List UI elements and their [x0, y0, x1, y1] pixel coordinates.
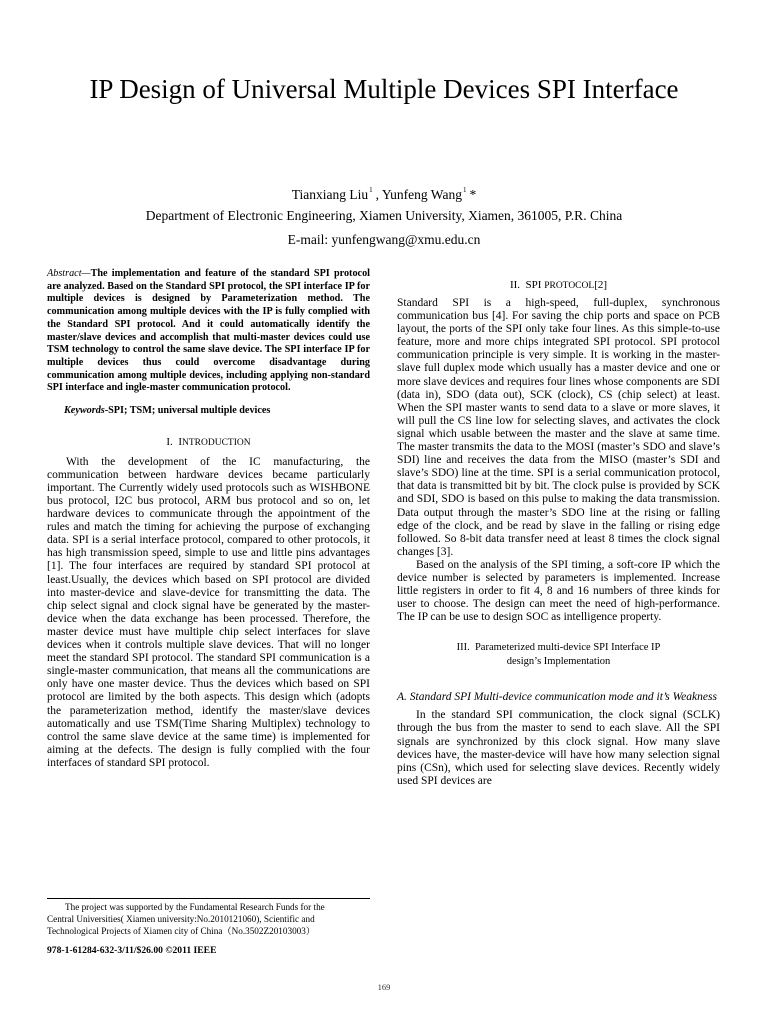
- section-title-line: Parameterized multi-device SPI Interface IP: [474, 642, 661, 654]
- author-affiliation: Department of Electronic Engineering, Xiamen University, Xiamen, 361005, P.R. China: [145, 208, 623, 223]
- paper-title: IP Design of Universal Multiple Devices SPI Interface: [89, 74, 679, 104]
- section-title-rest: PROTOCOL: [544, 281, 595, 291]
- spi-protocol-paragraph: Based on the analysis of the SPI timing, a soft-core IP which the device number is selected by parameters is implemented. Increase little registers in order to fit 4, 8 and 16 numbers of three kinds for user to choose. The design can meet the need of high-performance. The IP can be use to design SOC as intelligence property.: [397, 558, 720, 624]
- author-name: Tianxiang Liu: [291, 187, 369, 202]
- keywords-text: -SPI; TSM; universal multiple devices: [104, 405, 271, 417]
- affiliation-mark: 1: [462, 186, 467, 194]
- left-column: [47, 268, 370, 770]
- section-heading-implementation: [397, 641, 720, 669]
- section-numeral: II.: [509, 279, 521, 291]
- section-title-rest: NTRODUCTION: [181, 437, 251, 448]
- introduction-paragraph: With the development of the IC manufacturing, the communication between hardware devices became particularly important. The Currently widely used protocols such as WISHBONE bus protocol, I2C bus protocol, ARM bus protocol and so on, let hardware devices to communicate through the appointment of the rules and match the timing for achieving the purpose of exchanging data. SPI is a serial interface protocol, compared to other protocols, it has high transmission speed, simple to use and little pins advantages [1]. The four interfaces are required by standard SPI protocol at least.Usually, the devices which based on SPI protocol are divided into master-device and slave-device for transmitting the data. The chip select signal and clock signal have be generated by the master-device when the data exchange has been processed. Therefore, the master device must have multiple chip select interfaces for slave devices when it controls multiple slave devices. That will no longer meet the standard SPI protocol. The standard SPI communication is a single-master communication, that means all the communications are only have one master device. Thus the devices which based on SPI protocol are limited by the both aspects. This design which (adopts the parameterization method, identify the master/slave devices automatically and use TSM(Time Sharing Multiplex) technology to control the same slave device at the same time) is implemented for aiming at the defects. The design is fully complied with the four interfaces of standard SPI protocol.: [47, 455, 370, 769]
- footnote-line: The project was supported by the Fundamental Research Funds for the: [65, 902, 325, 912]
- section-title-line: design’s Implementation: [506, 656, 611, 668]
- section-heading-spi-protocol: [397, 279, 720, 293]
- author-separator: ,: [375, 187, 382, 202]
- subsection-heading: A. Standard SPI Multi-device communication mode and it’s Weakness: [397, 691, 717, 704]
- section-heading-introduction: [47, 436, 370, 450]
- section-reference: [2]: [594, 279, 608, 291]
- right-column: [397, 279, 720, 788]
- footnote: [47, 901, 367, 938]
- isbn-copyright: 978-1-61284-632-3/11/$26.00 ©2011 IEEE: [47, 945, 217, 956]
- keywords-label: Keywords: [64, 405, 105, 417]
- author-name: Yunfeng Wang: [381, 187, 462, 202]
- author-email: E-mail: yunfengwang@xmu.edu.cn: [287, 232, 481, 247]
- abstract: [47, 268, 370, 395]
- footnote-divider: [47, 898, 370, 899]
- footnote-line: Central Universities( Xiamen university:No.2010121060), Scientific and: [47, 914, 315, 925]
- keywords: [47, 405, 370, 418]
- author-line: [0, 182, 768, 203]
- abstract-label: Abstract: [47, 268, 82, 279]
- abstract-dash: —: [81, 268, 91, 279]
- corresponding-mark: *: [469, 187, 477, 202]
- abstract-text: The implementation and feature of the standard SPI protocol are analyzed. Based on the Standard SPI protocol, the SPI interface IP for multiple devices is designed by Parameterization method. The communication among multiple devices with the IP is fully complied with the Standard SPI protocol. And it could automatically identify the master/slave devices and accomplish that multi-master devices could use TSM technology to control the same slave device. The SPI interface IP for multiple devices thus could overcome disadvantage during communication among multiple devices, including applying non-standard SPI interface and ingle-master communication protocol.: [47, 268, 370, 394]
- spi-protocol-paragraph: Standard SPI is a high-speed, full-duplex, synchronous communication bus [4]. For saving the chip ports and space on PCB layout, the ports of the SPI only take four lines. As this simple-to-use feature, more and more chips integrated SPI protocol. SPI protocol communication principle is very simple. It is working in the master-slave full duplex mode which usually has a master device and one or more slave devices and requires four lines whose components are SDI (data in), SDO (data out), SCK (clock), CS (chip select) at least. When the SPI master wants to send data to a slave or more slaves, it will pull the CS line low for selecting slaves, and activates the clock signal which usable between the master and the slave at same time. The master transmits the data to the MOSI (master’s SDO and slave’s SDI) line and receives the data from the MISO (master’s SDI and slave’s SDO) line at the time. SPI is a serial communication protocol, that data is transmitted bit by bit. The clock pulse is provided by SCK and SDI, SDO is based on this pulse to making the data transmission. Data output through the master’s SDO line at the rising or falling edge of the clock, and be read by slave in the falling or rising edge followed. So 8-bit data transfer need at least 8 times the clock signal changes [3].: [397, 297, 720, 558]
- affiliation-mark: 1: [369, 186, 373, 194]
- section-word: SPI: [525, 279, 542, 291]
- footnote-line: Technological Projects of Xiamen city of China（No.3502Z20103003）: [47, 926, 316, 937]
- section-numeral: III.: [456, 642, 470, 654]
- section-numeral: I.: [166, 435, 173, 448]
- section-cap: I: [178, 435, 182, 448]
- subsection-paragraph: In the standard SPI communication, the clock signal (SCLK) through the bus from the master to send to each slave. All the SPI signals are synchronized by this clock signal. How many slave devices have, the master-device will have how many selection signal pins (CSn), which used for selecting slave devices. Recently widely used SPI devices are: [397, 709, 720, 787]
- page-number: 169: [377, 982, 391, 992]
